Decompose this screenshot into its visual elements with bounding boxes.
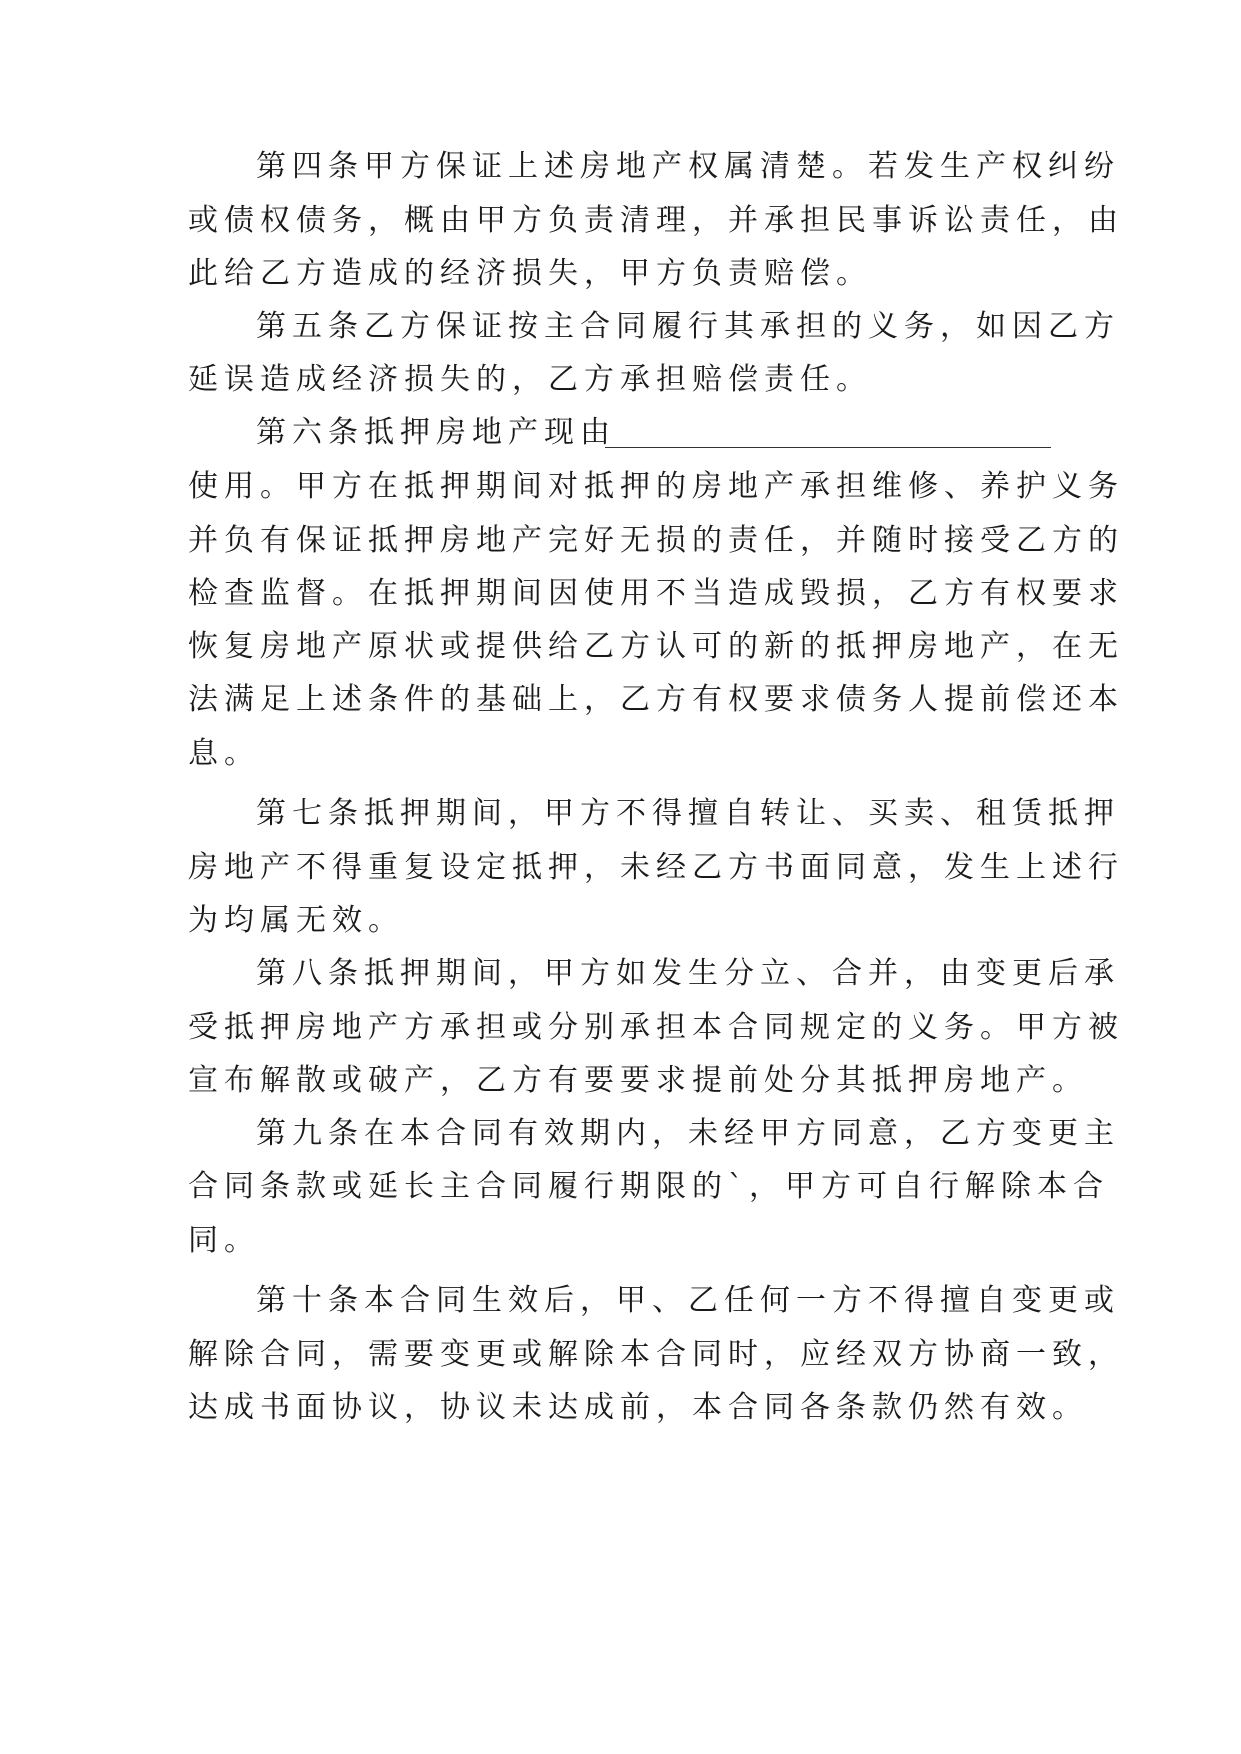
article-6-line-3: 并负有保证抵押房地产完好无损的责任，并随时接受乙方的: [188, 523, 1124, 558]
article-6-line-1: 第六条抵押房地产现由: [256, 415, 616, 450]
article-8-line-2: 受抵押房地产方承担或分别承担本合同规定的义务。甲方被: [188, 1010, 1124, 1045]
article-9-line-3: 同。: [188, 1223, 260, 1258]
article-5-line-2: 延误造成经济损失的，乙方承担赔偿责任。: [188, 362, 872, 397]
article-6-line-4: 检查监督。在抵押期间因使用不当造成毁损，乙方有权要求: [188, 576, 1124, 611]
article-6-line-5: 恢复房地产原状或提供给乙方认可的新的抵押房地产，在无: [188, 629, 1124, 664]
article-9-line-2: 合同条款或延长主合同履行期限的`，甲方可自行解除本合: [188, 1169, 1109, 1204]
article-10-line-1: 第十条本合同生效后，甲、乙任何一方不得擅自变更或: [256, 1283, 1120, 1318]
article-4-line-3: 此给乙方造成的经济损失，甲方负责赔偿。: [188, 256, 872, 291]
article-9-line-1: 第九条在本合同有效期内，未经甲方同意，乙方变更主: [256, 1116, 1120, 1151]
article-7-line-1: 第七条抵押期间，甲方不得擅自转让、买卖、租赁抵押: [256, 796, 1120, 831]
article-5-line-1: 第五条乙方保证按主合同履行其承担的义务，如因乙方: [256, 309, 1120, 344]
article-8-line-3: 宣布解散或破产，乙方有要要求提前处分其抵押房地产。: [188, 1063, 1088, 1098]
article-6-line-2: 使用。甲方在抵押期间对抵押的房地产承担维修、养护义务: [188, 469, 1124, 504]
article-7-line-3: 为均属无效。: [188, 903, 404, 938]
article-10-line-2: 解除合同，需要变更或解除本合同时，应经双方协商一致，: [188, 1337, 1124, 1372]
article-7-line-2: 房地产不得重复设定抵押，未经乙方书面同意，发生上述行: [188, 850, 1124, 885]
fill-in-blank: [605, 447, 1051, 448]
article-6-line-6: 法满足上述条件的基础上，乙方有权要求债务人提前偿还本: [188, 682, 1124, 717]
article-4-line-1: 第四条甲方保证上述房地产权属清楚。若发生产权纠纷: [256, 149, 1120, 184]
article-6-line-7: 息。: [188, 736, 260, 771]
article-10-line-3: 达成书面协议，协议未达成前，本合同各条款仍然有效。: [188, 1390, 1088, 1425]
article-8-line-1: 第八条抵押期间，甲方如发生分立、合并，由变更后承: [256, 956, 1120, 991]
article-4-line-2: 或债权债务，概由甲方负责清理，并承担民事诉讼责任，由: [188, 203, 1124, 238]
